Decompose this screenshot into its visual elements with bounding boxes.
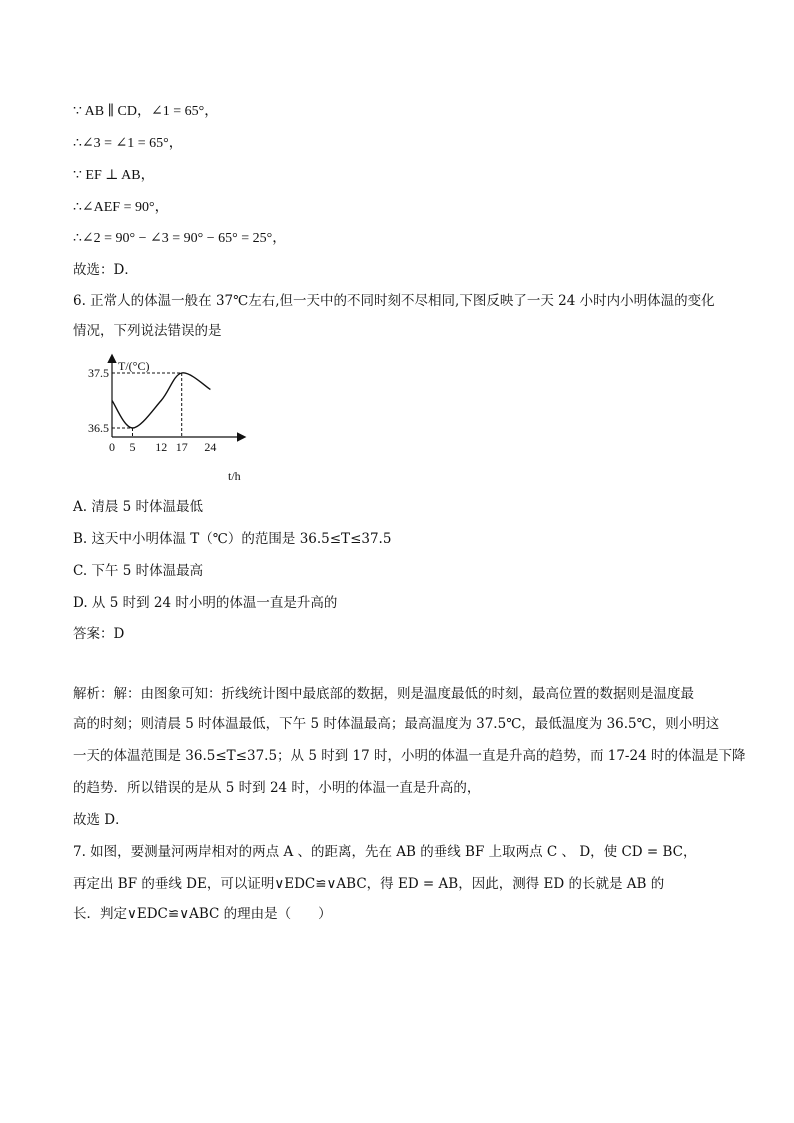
x-tick-label: 12 [155, 440, 168, 454]
y-tick-label: 37.5 [88, 366, 109, 380]
q7-stem-line-3: 长．判定∨EDC≌∨ABC 的理由是（ ） [73, 906, 332, 922]
x-tick-label: 5 [129, 440, 136, 454]
q6-answer: 答案：D [73, 626, 125, 642]
x-tick-label: 0 [109, 440, 115, 454]
q6-stem-line-1: 6. 正常人的体温一般在 37℃左右,但一天中的不同时刻不尽相同,下图反映了一天 24 小时内小明体温的变化 [73, 293, 715, 309]
y-axis-label: T/(°C) [118, 359, 150, 373]
q6-analysis-line-3: 一天的体温范围是 36.5≤T≤37.5；从 5 时到 17 时，小明的体温一直是升高的趋势，而 17-24 时的体温是下降 [73, 748, 746, 764]
q6-option-d: D. 从 5 时到 24 时小明的体温一直是升高的 [73, 595, 338, 611]
proof-choice: 故选：D． [73, 262, 138, 278]
proof-line-4: ∴∠AEF = 90°， [73, 200, 169, 215]
q7-stem-line-2: 再定出 BF 的垂线 DE，可以证明∨EDC≌∨ABC，得 ED = AB，因此，测得 ED 的长就是 AB 的 [73, 876, 665, 892]
q6-analysis-line-2: 高的时刻；则清晨 5 时体温最低，下午 5 时体温最高；最高温度为 37.5℃，最低温度为 36.5℃，则小明这 [73, 716, 720, 732]
x-tick-label: 24 [204, 440, 217, 454]
q6-stem-line-2: 情况，下列说法错误的是 [73, 323, 222, 339]
temperature-curve [112, 373, 210, 428]
q6-option-b: B. 这天中小明体温 T（℃）的范围是 36.5≤T≤37.5 [73, 531, 392, 547]
proof-line-5: ∴∠2 = 90° − ∠3 = 90° − 65° = 25°， [73, 231, 287, 246]
x-tick-label: 17 [175, 440, 188, 454]
proof-line-2: ∴∠3 = ∠1 = 65°， [73, 136, 183, 151]
x-axis-label: t/h [228, 469, 241, 483]
q6-analysis-line-1: 解析：解：由图象可知：折线统计图中最底部的数据，则是温度最低的时刻，最高位置的数据则是温度最 [73, 686, 694, 702]
q6-option-c: C. 下午 5 时体温最高 [73, 563, 204, 579]
q6-choice: 故选 D． [73, 812, 129, 828]
y-tick-label: 36.5 [88, 421, 109, 435]
temperature-chart [78, 352, 258, 488]
q6-analysis-line-4: 的趋势．所以错误的是从 5 时到 24 时，小明的体温一直是升高的， [73, 780, 481, 796]
q6-option-a: A. 清晨 5 时体温最低 [73, 499, 204, 515]
proof-line-3: ∵ EF ⊥ AB， [73, 168, 155, 183]
proof-line-1: ∵ AB ∥ CD，∠1 = 65°， [73, 104, 219, 119]
q7-stem-line-1: 7. 如图，要测量河两岸相对的两点 A 、的距离，先在 AB 的垂线 BF 上取两点 C 、 D，使 CD = BC， [73, 844, 697, 860]
